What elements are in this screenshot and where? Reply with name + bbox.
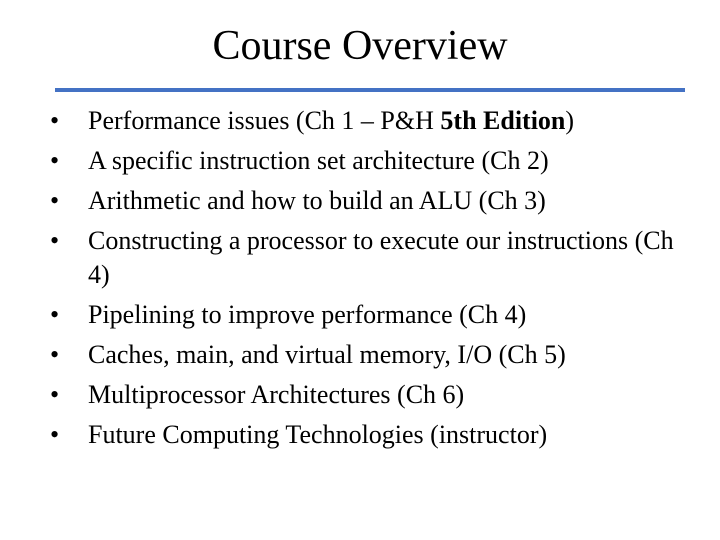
bullet-list — [50, 104, 700, 458]
title-underline — [55, 88, 685, 92]
list-item-text: A specific instruction set architecture (Ch 2) — [88, 146, 549, 175]
list-item-text-part: Performance issues (Ch 1 – P&H — [88, 106, 441, 135]
list-item — [50, 224, 700, 292]
list-item — [50, 104, 700, 138]
list-item — [50, 298, 700, 332]
bullet-icon: • — [50, 226, 60, 255]
list-item-text: Future Computing Technologies (instructor) — [88, 420, 548, 449]
list-item — [50, 184, 700, 218]
list-item — [50, 378, 700, 412]
list-item — [50, 338, 700, 372]
list-item-text: Pipelining to improve performance (Ch 4) — [88, 300, 527, 329]
list-item-text-part: ) — [565, 106, 575, 135]
list-item-text: Constructing a processor to execute our instructions (Ch 4) — [88, 226, 674, 289]
list-item — [50, 144, 700, 178]
bullet-icon: • — [50, 186, 60, 215]
edition-emphasis: 5th Edition — [440, 106, 566, 135]
list-item-text — [88, 104, 700, 138]
bullet-icon: • — [50, 300, 60, 329]
list-item-text: Caches, main, and virtual memory, I/O (Ch 5) — [88, 340, 566, 369]
bullet-icon: • — [50, 340, 60, 369]
bullet-icon: • — [50, 420, 60, 449]
list-item-text: Arithmetic and how to build an ALU (Ch 3) — [88, 186, 546, 215]
bullet-icon: • — [50, 380, 60, 409]
bullet-icon: • — [50, 146, 60, 175]
list-item-text: Multiprocessor Architectures (Ch 6) — [88, 380, 465, 409]
slide-title: Course Overview — [212, 23, 508, 69]
bullet-icon: • — [50, 106, 60, 135]
list-item — [50, 418, 700, 452]
